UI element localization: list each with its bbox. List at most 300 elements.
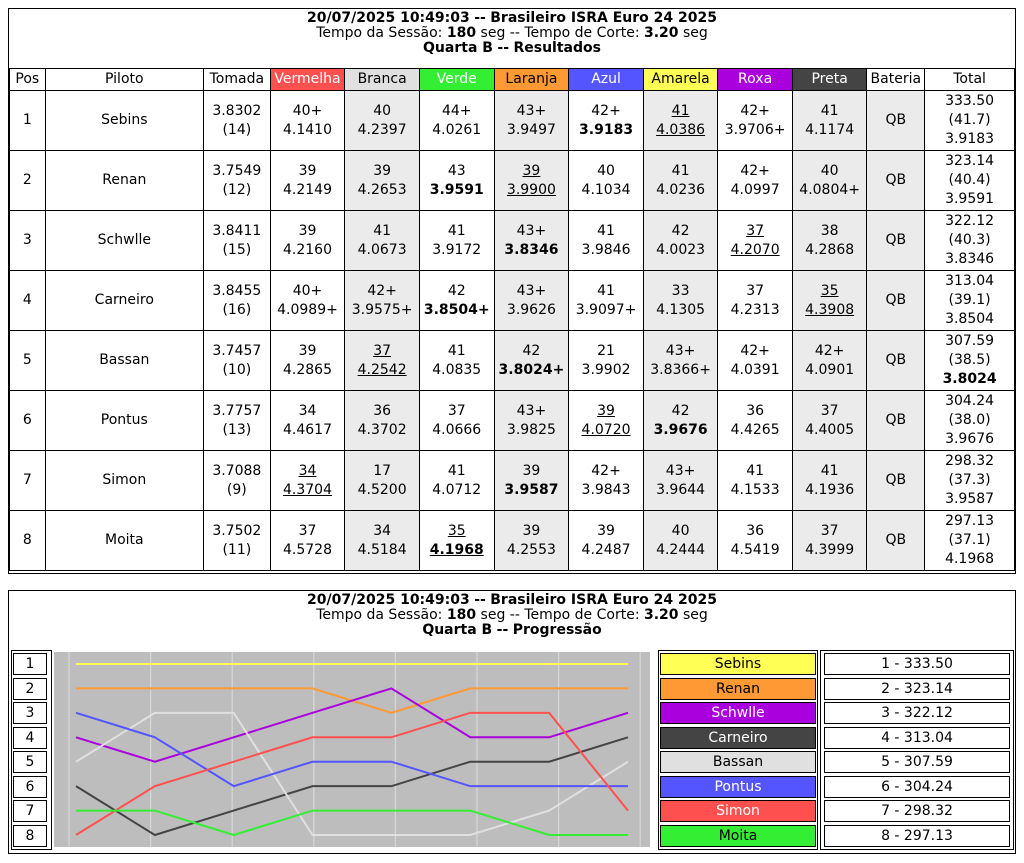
lane-time: 3.9902 [581,361,631,378]
standing-entry: 3 - 322.12 [824,702,1010,724]
lane-time: 3.9172 [432,241,482,258]
cell-lane-result [569,211,644,271]
lane-laps: 42+ [591,462,621,479]
lane-time: 4.1936 [805,481,855,498]
cell-pos [10,151,46,211]
col-pos: Pos [10,69,46,91]
lane-laps: 39 [522,162,541,179]
lane-laps: 41 [746,462,765,479]
cell-lane-result [718,331,793,391]
lane-time: 4.2444 [656,541,706,558]
cell-lane-result [494,271,569,331]
lane-laps: 37 [298,522,317,539]
lane-time: 4.0386 [656,121,706,138]
cut-label: Tempo de Corte: [524,25,640,41]
cell-battery [867,271,925,331]
position-label: 7 [13,800,47,822]
lane-time: 4.0236 [656,181,706,198]
lane-laps: 42+ [740,102,770,119]
battery-value: QB [885,112,907,128]
cell-lane-result [643,151,718,211]
lane-time: 4.2865 [282,361,332,378]
standing-entry: 5 - 307.59 [824,751,1010,773]
lane-header-laranja: Laranja [494,69,569,91]
cell-lane-result [569,271,644,331]
lane-time: 4.2313 [730,301,780,318]
cell-lane-result [718,211,793,271]
lane-time: 4.0720 [581,421,631,438]
battery-value: QB [885,532,907,548]
header-sep-3: -- [497,40,510,56]
pos-value: 8 [22,532,32,548]
cell-lane-result [419,391,494,451]
col-pilot: Piloto [45,69,203,91]
cell-battery [867,91,925,151]
cell-lane-result [270,451,345,511]
cell-qual [204,451,271,511]
position-label: 1 [13,653,47,675]
lane-laps: 37 [373,342,392,359]
cell-total [925,511,1015,571]
qual-laps: (10) [222,361,252,378]
cell-lane-result [345,151,420,211]
lane-laps: 42 [522,342,541,359]
plot-background [54,652,650,847]
lane-laps: 40 [671,522,690,539]
lane-time: 4.0673 [357,241,407,258]
cell-qual [204,211,271,271]
results-body [10,91,1015,571]
lane-laps: 43 [447,162,466,179]
lane-time: 4.5728 [282,541,332,558]
header-datetime: 20/07/2025 10:49:03 [307,10,470,26]
pos-value: 3 [22,232,32,248]
cell-total [925,451,1015,511]
standing-entry: 8 - 297.13 [824,825,1010,847]
cell-lane-result [792,511,867,571]
cell-lane-result [792,331,867,391]
qual-laps: (12) [222,181,252,198]
qual-time: 3.7457 [212,342,262,359]
lane-laps: 43+ [516,282,547,299]
qual-time: 3.8302 [212,102,262,119]
legend-entry-bassan: Bassan [660,751,816,773]
cell-lane-result [792,151,867,211]
qual-time: 3.8411 [212,222,262,239]
lane-laps: 40+ [292,102,323,119]
lane-time: 4.5184 [357,541,407,558]
prog-header-sep-2: -- [509,607,520,623]
lane-laps: 34 [373,522,392,539]
cell-total [925,331,1015,391]
cell-lane-result [345,511,420,571]
cell-lane-result [792,271,867,331]
cell-total [925,271,1015,331]
col-battery: Bateria [867,69,925,91]
lane-laps: 34 [298,462,317,479]
pilot-name: Sebins [101,112,148,128]
cell-lane-result [718,391,793,451]
pilot-name: Moita [105,532,144,548]
lane-laps: 36 [373,402,392,419]
lane-laps: 43+ [665,342,696,359]
lane-time: 4.3704 [282,481,332,498]
results-header-row [10,69,1015,91]
table-row [10,511,1015,571]
lane-laps: 41 [820,102,839,119]
cell-qual [204,271,271,331]
header-line-2 [9,26,1015,41]
lane-time: 3.9591 [429,181,484,198]
lane-laps: 39 [298,162,317,179]
cell-lane-result [270,271,345,331]
header-sep: -- [474,10,486,26]
lane-laps: 42 [447,282,466,299]
cell-lane-result [569,451,644,511]
cell-total [925,91,1015,151]
lane-laps: 42+ [367,282,397,299]
lane-laps: 41 [447,342,466,359]
battery-value: QB [885,292,907,308]
qual-laps: (9) [226,481,247,498]
pilot-name: Carneiro [94,292,154,308]
lane-laps: 42+ [591,102,621,119]
cell-total [925,391,1015,451]
cell-pilot [45,451,203,511]
pilot-name: Bassan [99,352,150,368]
cell-lane-result [643,451,718,511]
lane-time: 4.2397 [357,121,407,138]
lane-laps: 40 [597,162,615,179]
lane-laps: 38 [820,222,839,239]
lane-laps: 42+ [814,342,845,359]
lane-header-verde: Verde [419,69,494,91]
lane-time: 3.9825 [506,421,556,438]
cell-lane-result [270,211,345,271]
pos-value: 7 [22,472,32,488]
lane-laps: 40+ [292,282,323,299]
lane-time: 3.9843 [581,481,631,498]
total-average: (38.0) [948,412,991,428]
lane-time: 4.0835 [432,361,482,378]
lane-time: 3.9497 [506,121,556,138]
position-label: 6 [13,776,47,798]
cell-lane-result [419,511,494,571]
prog-header-datetime: 20/07/2025 10:49:03 [307,592,470,608]
lane-time: 4.1410 [282,121,332,138]
total-best: 3.8504 [945,311,995,327]
total-best: 3.9591 [945,191,995,207]
legend-entry-carneiro: Carneiro [660,727,816,749]
lane-laps: 39 [373,162,392,179]
table-row [10,211,1015,271]
total-average: (37.3) [948,472,991,488]
standing-entry: 7 - 298.32 [824,800,1010,822]
cell-lane-result [494,391,569,451]
cell-pilot [45,511,203,571]
lane-time: 4.2553 [506,541,556,558]
lane-time: 4.2653 [357,181,407,198]
lane-header-azul: Azul [569,69,644,91]
cell-qual [204,511,271,571]
lane-laps: 21 [597,342,615,359]
cell-lane-result [569,391,644,451]
legend-entry-pontus: Pontus [660,776,816,798]
lane-laps: 34 [298,402,317,419]
progression-panel [8,590,1016,854]
lane-laps: 39 [597,402,615,419]
lane-time: 3.9587 [504,481,559,498]
battery-value: QB [885,412,907,428]
lane-laps: 39 [597,522,615,539]
lane-time: 4.0261 [432,121,482,138]
cell-qual [204,151,271,211]
lane-time: 4.2160 [282,241,332,258]
table-row [10,271,1015,331]
cell-lane-result [494,211,569,271]
cut-value: 3.20 [644,25,679,41]
cell-lane-result [643,211,718,271]
position-label: 3 [13,702,47,724]
legend-entry-renan: Renan [660,678,816,700]
qual-time: 3.7502 [212,522,262,539]
total-best: 4.1968 [945,551,995,567]
lane-laps: 37 [820,402,839,419]
pos-value: 4 [22,292,32,308]
cell-lane-result [345,91,420,151]
standing-entry: 6 - 304.24 [824,776,1010,798]
total-best: 3.8346 [945,251,995,267]
lane-laps: 33 [671,282,690,299]
lane-time: 3.8346 [504,241,559,258]
prog-header-line-1 [9,593,1015,608]
pilot-name: Renan [102,172,147,188]
lane-laps: 41 [820,462,839,479]
cell-lane-result [494,511,569,571]
lane-time: 4.2070 [730,241,780,258]
results-panel [8,8,1016,574]
lane-laps: 42+ [740,342,770,359]
position-label: 8 [13,825,47,847]
cell-pos [10,451,46,511]
session-value: 180 [446,25,477,41]
lane-time: 4.4617 [282,421,332,438]
lane-laps: 43+ [516,402,547,419]
cell-lane-result [718,511,793,571]
pilot-name: Pontus [100,412,148,428]
cell-lane-result [270,91,345,151]
lane-time: 4.2542 [357,361,407,378]
lane-time: 4.0712 [432,481,482,498]
lane-time: 4.3702 [357,421,407,438]
lane-time: 3.9706+ [724,121,786,138]
lane-laps: 37 [746,222,765,239]
cell-lane-result [643,271,718,331]
cell-battery [867,211,925,271]
lane-time: 4.1174 [805,121,855,138]
lane-laps: 39 [298,342,317,359]
cell-lane-result [569,331,644,391]
pos-value: 2 [22,172,32,188]
lane-time: 4.0804+ [799,181,860,198]
cell-pilot [45,331,203,391]
position-label: 2 [13,678,47,700]
cell-lane-result [569,511,644,571]
pilot-name: Simon [102,472,147,488]
lane-laps: 17 [373,462,392,479]
lane-time: 4.0023 [656,241,706,258]
cell-lane-result [643,331,718,391]
lane-header-vermelha: Vermelha [270,69,345,91]
lane-time: 4.1034 [581,181,631,198]
cell-total [925,211,1015,271]
cell-pos [10,91,46,151]
total-points: 307.59 [945,333,995,349]
total-points: 297.13 [945,513,995,529]
lane-laps: 37 [746,282,765,299]
cell-lane-result [643,391,718,451]
cell-lane-result [419,271,494,331]
lane-time: 4.4005 [805,421,855,438]
lane-laps: 44+ [441,102,472,119]
lane-laps: 36 [746,522,765,539]
lane-laps: 41 [671,162,690,179]
cell-lane-result [270,391,345,451]
lane-laps: 40 [373,102,392,119]
cell-lane-result [792,391,867,451]
lane-time: 3.9183 [579,121,634,138]
lane-header-branca: Branca [345,69,420,91]
lane-time: 4.2487 [581,541,631,558]
header-line-3 [9,41,1015,56]
lane-time: 3.9097+ [575,301,637,318]
lane-laps: 40 [820,162,839,179]
lane-time: 4.4265 [730,421,780,438]
prog-heat-name: Quarta B [422,622,493,638]
lane-time: 3.8504+ [423,301,490,318]
lane-time: 3.8366+ [650,361,711,378]
cell-lane-result [494,331,569,391]
lane-header-amarela: Amarela [643,69,718,91]
cell-battery [867,331,925,391]
total-best: 3.9676 [945,431,995,447]
qual-laps: (15) [222,241,252,258]
lane-laps: 43+ [665,462,696,479]
pilot-name: Schwlle [97,232,151,248]
total-points: 304.24 [945,393,995,409]
pos-value: 6 [22,412,32,428]
lane-laps: 43+ [516,102,547,119]
lane-laps: 42 [671,402,690,419]
standing-entry: 1 - 333.50 [824,653,1010,675]
heat-name: Quarta B [423,40,493,56]
legend-entry-schwlle: Schwlle [660,702,816,724]
legend-entry-sebins: Sebins [660,653,816,675]
lane-time: 4.1305 [656,301,706,318]
cell-lane-result [345,391,420,451]
total-average: (40.3) [948,232,991,248]
lane-laps: 41 [447,222,466,239]
cell-lane-result [494,151,569,211]
cell-pilot [45,151,203,211]
total-points: 313.04 [945,273,995,289]
total-best: 3.9183 [945,131,995,147]
cell-lane-result [419,211,494,271]
lane-laps: 41 [447,462,466,479]
lane-laps: 43+ [516,222,547,239]
col-total: Total [925,69,1015,91]
lane-laps: 41 [597,222,615,239]
lane-laps: 35 [447,522,466,539]
lane-time: 3.9846 [581,241,631,258]
results-header [9,9,1015,56]
cell-lane-result [419,91,494,151]
cell-lane-result [718,451,793,511]
legend-entry-simon: Simon [660,800,816,822]
lane-laps: 41 [671,102,690,119]
table-row [10,391,1015,451]
total-points: 333.50 [945,93,995,109]
table-row [10,151,1015,211]
cell-pos [10,211,46,271]
table-row [10,331,1015,391]
prog-cut-value: 3.20 [644,607,679,623]
lane-laps: 39 [522,522,541,539]
lane-time: 3.9644 [656,481,706,498]
cell-lane-result [792,211,867,271]
battery-value: QB [885,472,907,488]
cell-lane-result [419,451,494,511]
prog-header-sep: -- [474,592,486,608]
total-average: (37.1) [948,532,991,548]
lane-laps: 36 [746,402,765,419]
qual-laps: (16) [222,301,252,318]
cell-qual [204,331,271,391]
qual-laps: (13) [222,421,252,438]
header-sep-2: -- [509,25,520,41]
cell-pilot [45,91,203,151]
prog-session-unit: seg [480,607,506,623]
total-average: (38.5) [948,352,991,368]
lane-laps: 37 [447,402,466,419]
cell-lane-result [419,331,494,391]
position-label: 5 [13,751,47,773]
lane-time: 3.8024+ [498,361,565,378]
position-label: 4 [13,727,47,749]
progression-header [9,591,1015,638]
cell-lane-result [792,451,867,511]
lane-time: 4.0989+ [277,301,338,318]
lane-laps: 37 [820,522,839,539]
session-label: Tempo da Sessão: [316,25,443,41]
prog-cut-unit: seg [683,607,708,623]
prog-cut-label: Tempo de Corte: [524,607,640,623]
total-average: (39.1) [948,292,991,308]
lane-time: 4.5200 [357,481,407,498]
lane-laps: 41 [373,222,392,239]
lane-time: 4.2868 [805,241,855,258]
lane-time: 4.1968 [429,541,484,558]
prog-header-line-2 [9,608,1015,623]
qual-laps: (11) [222,541,252,558]
cell-pilot [45,391,203,451]
lane-header-roxa: Roxa [718,69,793,91]
cell-lane-result [718,151,793,211]
cell-pilot [45,271,203,331]
cell-pos [10,331,46,391]
lane-time: 4.3999 [805,541,855,558]
battery-value: QB [885,232,907,248]
